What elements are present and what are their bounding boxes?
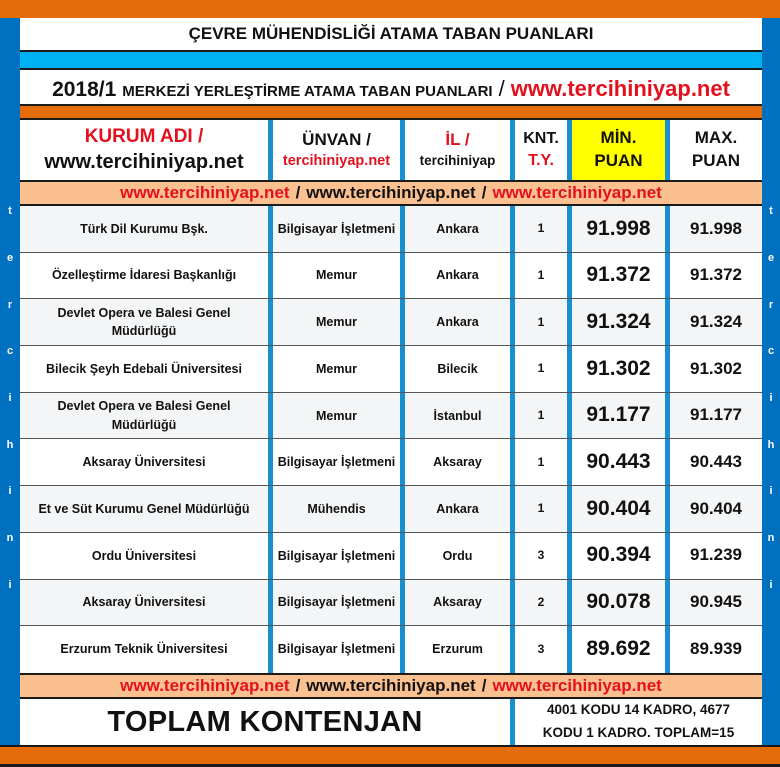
right-watermark-letters [762, 188, 780, 655]
cell-max-puan: 91.372 [690, 265, 742, 285]
cell-kontenjan: 3 [515, 533, 572, 579]
cell-unvan: Memur [273, 393, 405, 439]
cell-kurum: Özelleştirme İdaresi Başkanlığı [20, 253, 273, 299]
watermark-letter: i [769, 578, 773, 591]
cell-il: Ankara [405, 299, 515, 345]
total-detail-line-2: KODU 1 KADRO. TOPLAM=15 [542, 725, 735, 740]
subtitle-slash: / [498, 76, 505, 101]
cell-kurum: Erzurum Teknik Üniversitesi [20, 626, 273, 673]
watermark-letter: h [6, 438, 14, 451]
header-kontenjan-sub: T.Y. [528, 152, 554, 169]
cell-min-puan: 91.324 [572, 299, 670, 345]
header-unvan-site[interactable]: tercihiniyap.net [282, 152, 391, 169]
banner-link-2[interactable]: www.tercihiniyap.net [306, 676, 476, 695]
watermark-letter: n [6, 532, 14, 545]
cell-unvan: Mühendis [273, 486, 405, 532]
cell-kontenjan: 1 [515, 486, 572, 532]
cell-unvan: Bilgisayar İşletmeni [273, 533, 405, 579]
header-kontenjan [515, 120, 572, 180]
orange-divider-band [20, 106, 762, 120]
header-max-label: MAX. [694, 128, 738, 148]
cell-kurum: Et ve Süt Kurumu Genel Müdürlüğü [20, 486, 273, 532]
cell-il: Bilecik [405, 346, 515, 392]
header-unvan [273, 120, 405, 180]
watermark-letter: i [8, 485, 12, 498]
header-min-sub: PUAN [594, 151, 643, 170]
watermark-letter: h [767, 438, 775, 451]
cell-kurum: Ordu Üniversitesi [20, 533, 273, 579]
header-unvan-label: ÜNVAN / [302, 129, 371, 149]
cell-il: Erzurum [405, 626, 515, 673]
cell-min-puan: 91.302 [572, 346, 670, 392]
cell-unvan: Bilgisayar İşletmeni [273, 439, 405, 485]
watermark-letter: i [769, 485, 773, 498]
cell-max-puan: 91.324 [690, 311, 742, 331]
cell-il: Aksaray [405, 580, 515, 626]
cell-kontenjan: 1 [515, 393, 572, 439]
watermark-letter: i [769, 392, 773, 405]
cell-kontenjan: 1 [515, 253, 572, 299]
header-max-sub: PUAN [691, 151, 741, 170]
cell-min-puan: 90.443 [572, 439, 670, 485]
cell-min-puan: 91.372 [572, 253, 670, 299]
table-row [20, 486, 762, 533]
table-row [20, 393, 762, 440]
cell-min-puan: 90.394 [572, 533, 670, 579]
cell-kurum: Türk Dil Kurumu Bşk. [20, 206, 273, 252]
total-kontenjan-detail [515, 699, 762, 745]
cell-unvan: Bilgisayar İşletmeni [273, 626, 405, 673]
cell-il: Ankara [405, 253, 515, 299]
table-row [20, 346, 762, 393]
cell-kurum: Aksaray Üniversitesi [20, 580, 273, 626]
banner-link-1[interactable]: www.tercihiniyap.net [120, 183, 290, 202]
watermark-letter [0, 608, 20, 655]
cell-kurum: Devlet Opera ve Balesi Genel Müdürlüğü [20, 299, 273, 345]
total-kontenjan-label: TOPLAM KONTENJAN [20, 699, 515, 745]
banner-link-3[interactable]: www.tercihiniyap.net [492, 676, 662, 695]
header-min-puan [572, 120, 670, 180]
cell-il: Ankara [405, 486, 515, 532]
watermark-letter: c [767, 345, 775, 358]
header-min-label: MİN. [600, 128, 637, 148]
page-title [20, 18, 762, 52]
table-row [20, 253, 762, 300]
subtitle-text: MERKEZİ YERLEŞTİRME ATAMA TABAN PUANLARI [122, 83, 493, 100]
table-body [20, 206, 762, 673]
subtitle-row [20, 70, 762, 106]
cell-unvan: Bilgisayar İşletmeni [273, 206, 405, 252]
subtitle-site-link[interactable]: www.tercihiniyap.net [510, 76, 730, 101]
cell-kontenjan: 2 [515, 580, 572, 626]
bottom-orange-band [0, 745, 780, 767]
cell-unvan: Bilgisayar İşletmeni [273, 580, 405, 626]
header-il-label: İL / [445, 130, 470, 150]
banner-link-3[interactable]: www.tercihiniyap.net [492, 183, 662, 202]
table-row [20, 533, 762, 580]
watermark-letter: t [769, 205, 773, 218]
cell-kontenjan: 3 [515, 626, 572, 673]
cell-il: Ankara [405, 206, 515, 252]
table-row [20, 580, 762, 627]
watermark-letter: r [768, 298, 774, 311]
watermark-letter: e [767, 252, 775, 265]
watermark-letter: c [6, 345, 14, 358]
cyan-divider-band [20, 52, 762, 70]
cell-il: Aksaray [405, 439, 515, 485]
table-row [20, 439, 762, 486]
cell-max-puan: 91.302 [690, 358, 742, 378]
banner-separator: / [481, 183, 487, 202]
cell-il: İstanbul [405, 393, 515, 439]
header-kurum-label: KURUM ADI / [84, 125, 204, 147]
cell-max-puan: 89.939 [690, 639, 742, 659]
header-kurum-site[interactable]: www.tercihiniyap.net [44, 151, 244, 174]
table-row [20, 206, 762, 253]
cell-kurum: Devlet Opera ve Balesi Genel Müdürlüğü [20, 393, 273, 439]
banner-separator: / [481, 676, 487, 695]
watermark-letter: n [767, 532, 775, 545]
cell-min-puan: 90.078 [572, 580, 670, 626]
cell-kontenjan: 1 [515, 346, 572, 392]
banner-separator: / [295, 676, 301, 695]
header-kontenjan-label: KNT. [523, 130, 559, 148]
cell-kontenjan: 1 [515, 206, 572, 252]
site-banner-bottom [20, 673, 762, 699]
cell-max-puan: 90.443 [690, 451, 742, 471]
left-watermark-letters [0, 188, 20, 655]
site-banner-top [20, 180, 762, 206]
cell-unvan: Memur [273, 346, 405, 392]
cell-min-puan: 91.998 [572, 206, 670, 252]
cell-min-puan: 90.404 [572, 486, 670, 532]
banner-link-2[interactable]: www.tercihiniyap.net [306, 183, 476, 202]
cell-kontenjan: 1 [515, 299, 572, 345]
cell-kurum: Bilecik Şeyh Edebali Üniversitesi [20, 346, 273, 392]
cell-kurum: Aksaray Üniversitesi [20, 439, 273, 485]
score-table-container [20, 18, 762, 745]
header-max-puan [670, 120, 762, 180]
cell-max-puan: 91.177 [690, 405, 742, 425]
page-title-text: ÇEVRE MÜHENDİSLİĞİ ATAMA TABAN PUANLARI [188, 24, 594, 43]
watermark-letter: t [8, 205, 12, 218]
cell-unvan: Memur [273, 253, 405, 299]
total-footer [20, 699, 762, 745]
cell-unvan: Memur [273, 299, 405, 345]
cell-min-puan: 89.692 [572, 626, 670, 673]
cell-min-puan: 91.177 [572, 393, 670, 439]
table-header [20, 120, 762, 180]
header-il-site: tercihiniyap [419, 153, 496, 169]
cell-max-puan: 91.998 [690, 218, 742, 238]
banner-separator: / [295, 183, 301, 202]
watermark-letter: e [6, 252, 14, 265]
total-detail-line-1: 4001 KODU 14 KADRO, 4677 [546, 702, 731, 718]
cell-max-puan: 90.945 [690, 592, 742, 612]
watermark-letter [762, 608, 780, 655]
cell-il: Ordu [405, 533, 515, 579]
watermark-letter: i [8, 578, 12, 591]
subtitle-year: 2018/1 [52, 78, 117, 101]
cell-kontenjan: 1 [515, 439, 572, 485]
header-il [405, 120, 515, 180]
watermark-letter: i [8, 392, 12, 405]
cell-max-puan: 91.239 [690, 545, 742, 565]
banner-link-1[interactable]: www.tercihiniyap.net [120, 676, 290, 695]
cell-max-puan: 90.404 [690, 498, 742, 518]
header-kurum [20, 120, 273, 180]
table-row [20, 626, 762, 673]
table-row [20, 299, 762, 346]
watermark-letter: r [7, 298, 13, 311]
